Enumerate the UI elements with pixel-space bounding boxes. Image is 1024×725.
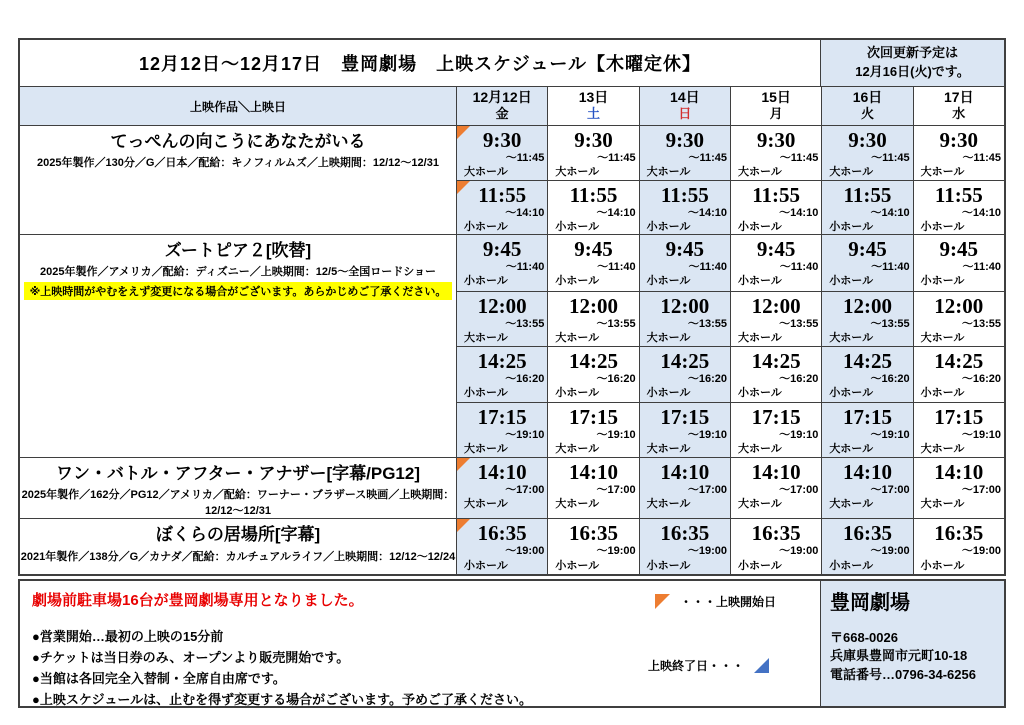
day-header-2 <box>639 87 730 125</box>
corner-label: 上映作品＼上映日 <box>20 87 456 125</box>
day-weekday: 金 <box>495 105 509 121</box>
showtime-cell <box>822 346 912 402</box>
column-header-row <box>20 86 1004 125</box>
hall-name: 小ホール <box>555 275 600 288</box>
day-date: 17日 <box>944 89 974 105</box>
start-time: 9:45 <box>756 237 796 261</box>
day-column-1 <box>547 126 638 234</box>
schedule-table <box>18 38 1006 576</box>
start-time: 9:45 <box>848 237 887 261</box>
showtime-cell <box>548 291 638 347</box>
day-weekday: 土 <box>586 105 600 121</box>
showtime-cell <box>914 235 1004 291</box>
parking-notice: 劇場前駐車場16台が豊岡劇場専用となりました。 <box>32 592 364 610</box>
hall-name: 大ホール <box>737 166 782 179</box>
start-time: 12:00 <box>842 293 892 318</box>
end-time: ～11:40 <box>688 261 727 274</box>
showtime-cell <box>548 180 638 234</box>
end-time: ～16:20 <box>779 373 819 386</box>
end-time: ～11:40 <box>505 261 545 274</box>
hall-name: 大ホール <box>464 166 508 179</box>
end-time: ～14:10 <box>961 207 1001 220</box>
start-time: 14:10 <box>477 460 527 484</box>
showtime-cell <box>914 458 1004 513</box>
start-time: 16:35 <box>568 521 618 546</box>
movie-row-0 <box>20 125 1004 234</box>
showtime-cell <box>914 126 1004 180</box>
end-time: ～19:10 <box>961 428 1001 441</box>
showtime-cell <box>822 180 912 234</box>
showtime-cell <box>822 291 912 347</box>
end-time: ～19:00 <box>961 545 1001 558</box>
end-time: ～17:00 <box>505 484 545 497</box>
movie-title: ぼくらの居場所[字幕] <box>155 525 321 545</box>
showtime-cell <box>731 180 821 234</box>
end-time: ～17:00 <box>596 484 636 497</box>
hall-name: 大ホール <box>920 331 965 344</box>
hall-name: 小ホール <box>829 559 874 572</box>
start-time: 14:10 <box>842 460 892 484</box>
hall-name: 大ホール <box>464 331 508 344</box>
showtime-cell <box>822 458 912 513</box>
start-time: 16:35 <box>751 521 801 546</box>
hall-name: 小ホール <box>646 387 691 400</box>
hall-name: 大ホール <box>737 442 782 455</box>
page-title: 12月12日～12月17日 豊岡劇場 上映スケジュール【木曜定休】 <box>138 54 701 74</box>
day-column-4 <box>821 519 912 574</box>
day-column-3 <box>730 126 821 234</box>
update-notice-line1: 次回更新予定は <box>866 45 958 61</box>
showtime-cell <box>640 180 730 234</box>
end-time: ～19:00 <box>779 545 819 558</box>
footer-notes-area <box>20 581 820 706</box>
showtime-cell <box>548 346 638 402</box>
showtime-cell <box>457 458 547 513</box>
movie-meta: 2025年製作／162分／PG12／アメリカ／配給：ワーナー・ブラザース映画／上映期間：12/12～12/31 <box>21 489 455 518</box>
end-time: ～19:00 <box>596 545 636 558</box>
day-column-0 <box>456 126 547 234</box>
hall-name: 小ホール <box>464 387 508 400</box>
day-header-4 <box>821 87 912 125</box>
start-time: 14:10 <box>568 460 618 484</box>
end-time: ～11:40 <box>597 261 636 274</box>
showtime-cell <box>548 519 638 574</box>
end-time: ～14:10 <box>505 207 545 220</box>
end-time: ～19:10 <box>687 428 727 441</box>
end-time: ～11:45 <box>962 152 1001 165</box>
day-column-4 <box>821 235 912 457</box>
showtime-cell <box>731 519 821 574</box>
end-time: ～14:10 <box>687 207 727 220</box>
start-time: 9:30 <box>665 128 705 152</box>
showtime-cell <box>822 402 912 458</box>
end-time: ～16:20 <box>505 373 545 386</box>
end-time: ～17:00 <box>961 484 1001 497</box>
showtime-cell <box>548 235 638 291</box>
hall-name: 小ホール <box>829 387 874 400</box>
start-date-triangle-icon <box>457 519 470 532</box>
end-time: ～17:00 <box>687 484 727 497</box>
day-column-5 <box>913 235 1004 457</box>
showtime-cell <box>822 126 912 180</box>
end-time: ～11:45 <box>688 152 727 165</box>
showtime-cell <box>822 519 912 574</box>
hall-name: 小ホール <box>555 387 600 400</box>
hall-name: 大ホール <box>555 166 600 179</box>
end-time: ～19:10 <box>779 428 819 441</box>
showtime-cell <box>731 458 821 513</box>
start-time: 9:45 <box>574 237 613 261</box>
showtime-cell <box>457 291 547 347</box>
end-time: ～11:40 <box>871 261 910 274</box>
showtime-cell <box>640 291 730 347</box>
movie-info <box>20 458 456 518</box>
start-time: 16:35 <box>477 521 527 546</box>
end-time: ～14:10 <box>596 207 636 220</box>
end-time: ～19:00 <box>687 545 727 558</box>
hall-name: 大ホール <box>555 331 600 344</box>
start-time: 14:10 <box>751 460 801 484</box>
hall-name: 大ホール <box>464 442 508 455</box>
hall-name: 大ホール <box>920 498 965 511</box>
hall-name: 小ホール <box>464 221 508 234</box>
hall-name: 小ホール <box>464 559 508 572</box>
start-time: 14:25 <box>842 349 892 373</box>
day-date: 14日 <box>670 89 700 105</box>
hall-name: 小ホール <box>464 275 508 288</box>
movie-row-1 <box>20 234 1004 457</box>
showtime-cell <box>640 235 730 291</box>
end-time: ～11:45 <box>871 152 910 165</box>
end-time: ～16:20 <box>961 373 1001 386</box>
showtime-cell <box>822 235 912 291</box>
theater-phone: 電話番号…0796-34-6256 <box>830 666 976 682</box>
showtime-cell <box>457 402 547 458</box>
end-time: ～14:10 <box>870 207 910 220</box>
movie-info <box>20 126 456 234</box>
hall-name: 大ホール <box>646 166 691 179</box>
start-time: 17:15 <box>660 404 710 429</box>
day-column-3 <box>730 235 821 457</box>
hall-name: 小ホール <box>829 221 874 234</box>
start-time: 17:15 <box>568 404 618 429</box>
end-time: ～13:55 <box>779 317 819 330</box>
legend-start-date <box>655 593 776 610</box>
start-time: 14:10 <box>934 460 984 484</box>
showtime-cell <box>731 402 821 458</box>
day-header-5 <box>913 87 1004 125</box>
legend-start-label: ・・・上映開始日 <box>680 595 777 610</box>
start-time: 9:30 <box>574 128 613 152</box>
hall-name: 小ホール <box>737 221 782 234</box>
start-time: 14:25 <box>934 349 984 373</box>
day-column-1 <box>547 235 638 457</box>
hall-name: 大ホール <box>829 331 874 344</box>
start-date-triangle-icon <box>457 458 470 471</box>
day-column-0 <box>456 519 547 574</box>
showtime-cell <box>914 346 1004 402</box>
start-time: 17:15 <box>477 404 527 429</box>
end-time: ～16:20 <box>596 373 636 386</box>
start-time: 11:55 <box>752 183 801 207</box>
day-column-5 <box>913 126 1004 234</box>
movie-info <box>20 519 456 574</box>
showtime-cell <box>731 235 821 291</box>
end-time: ～11:40 <box>779 261 819 274</box>
house-rule: ●上映スケジュールは、止むを得ず変更する場合がございます。予めご了承ください。 <box>32 691 533 707</box>
movie-meta: 2025年製作／アメリカ／配給：ディズニー／上映期間：12/5～全国ロードショー <box>39 266 436 279</box>
start-time: 14:25 <box>751 349 801 373</box>
start-time: 14:25 <box>568 349 618 373</box>
hall-name: 大ホール <box>829 442 874 455</box>
end-time: ～19:10 <box>596 428 636 441</box>
showtime-cell <box>640 126 730 180</box>
start-date-triangle-icon <box>655 594 670 609</box>
start-time: 14:10 <box>660 460 710 484</box>
hall-name: 小ホール <box>920 221 965 234</box>
day-column-4 <box>821 126 912 234</box>
end-time: ～16:20 <box>870 373 910 386</box>
hall-name: 大ホール <box>829 498 874 511</box>
start-time: 17:15 <box>934 404 984 429</box>
start-time: 9:30 <box>939 128 979 152</box>
day-column-5 <box>913 458 1004 518</box>
movie-row-2 <box>20 457 1004 518</box>
end-time: ～19:10 <box>870 428 910 441</box>
update-notice-line2: 12月16日(火)です。 <box>855 64 970 79</box>
hall-name: 小ホール <box>646 221 691 234</box>
end-time: ～13:55 <box>687 317 727 330</box>
showtime-cell <box>457 519 547 574</box>
end-time: ～17:00 <box>870 484 910 497</box>
hall-name: 小ホール <box>920 275 965 288</box>
footer-box <box>18 579 1006 708</box>
day-column-2 <box>639 126 730 234</box>
showtime-cell <box>457 126 547 180</box>
start-time: 9:30 <box>756 128 796 152</box>
end-time: ～19:00 <box>505 545 545 558</box>
hall-name: 小ホール <box>737 275 782 288</box>
theater-postal: 〒668-0026 <box>830 630 898 646</box>
showtime-cell <box>640 346 730 402</box>
start-time: 11:55 <box>660 183 709 207</box>
hall-name: 大ホール <box>464 498 508 511</box>
hall-name: 小ホール <box>646 275 691 288</box>
showtime-cell <box>457 346 547 402</box>
day-weekday: 水 <box>952 105 966 121</box>
end-time: ～11:45 <box>597 152 636 165</box>
start-time: 16:35 <box>842 521 892 546</box>
day-column-1 <box>547 458 638 518</box>
start-time: 14:25 <box>660 349 710 373</box>
movie-note: ※上映時間がやむをえず変更になる場合がございます。あらかじめご了承ください。 <box>24 282 452 300</box>
theater-address: 兵庫県豊岡市元町10-18 <box>830 648 968 664</box>
day-column-0 <box>456 235 547 457</box>
start-time: 14:25 <box>477 349 527 373</box>
start-time: 12:00 <box>660 293 710 318</box>
title-row <box>20 40 1004 86</box>
day-header-1 <box>547 87 638 125</box>
showtime-cell <box>914 519 1004 574</box>
start-time: 16:35 <box>934 521 984 546</box>
day-date: 16日 <box>852 89 883 105</box>
movie-info <box>20 235 456 457</box>
day-column-0 <box>456 458 547 518</box>
day-column-3 <box>730 519 821 574</box>
hall-name: 大ホール <box>646 331 691 344</box>
hall-name: 大ホール <box>555 442 600 455</box>
end-time: ～13:55 <box>961 317 1001 330</box>
start-time: 9:45 <box>482 237 522 261</box>
day-weekday: 月 <box>769 105 783 121</box>
start-time: 12:00 <box>934 293 984 318</box>
start-time: 11:55 <box>843 183 892 207</box>
hall-name: 小ホール <box>555 221 600 234</box>
legend-end-date <box>648 657 769 674</box>
hall-name: 大ホール <box>737 498 782 511</box>
day-column-4 <box>821 458 912 518</box>
update-notice <box>820 40 1004 86</box>
house-rule: ●営業開始…最初の上映の15分前 <box>32 629 224 645</box>
day-column-1 <box>547 519 638 574</box>
start-time: 9:45 <box>665 237 705 261</box>
schedule-sheet <box>18 38 1006 708</box>
start-time: 12:00 <box>568 293 618 318</box>
start-time: 17:15 <box>842 404 892 429</box>
day-header-3 <box>730 87 821 125</box>
start-date-triangle-icon <box>457 126 470 139</box>
showtime-cell <box>457 180 547 234</box>
showtime-cell <box>640 458 730 513</box>
showtime-cell <box>640 519 730 574</box>
movie-meta: 2021年製作／138分／G／カナダ／配給：カルチュアルライフ／上映期間：12/12～12/24 <box>20 550 456 563</box>
hall-name: 大ホール <box>555 498 600 511</box>
end-time: ～19:10 <box>505 428 545 441</box>
hall-name: 小ホール <box>555 559 600 572</box>
end-date-triangle-icon <box>754 658 769 673</box>
movie-blocks <box>20 125 1004 574</box>
start-time: 11:55 <box>569 183 618 207</box>
day-header-0 <box>456 87 547 125</box>
theater-contact <box>830 629 995 684</box>
start-time: 16:35 <box>660 521 710 546</box>
end-time: ～11:40 <box>962 261 1001 274</box>
day-date: 12月12日 <box>472 89 532 105</box>
start-time: 12:00 <box>477 293 527 318</box>
start-time: 12:00 <box>751 293 801 318</box>
hall-name: 小ホール <box>920 387 965 400</box>
theater-info <box>820 581 1004 706</box>
showtime-cell <box>548 402 638 458</box>
showtime-cell <box>548 458 638 513</box>
end-time: ～16:20 <box>687 373 727 386</box>
movie-meta: 2025年製作／130分／G／日本／配給：キノフィルムズ／上映期間：12/12～12/31 <box>37 157 439 170</box>
day-date: 15日 <box>761 89 791 105</box>
movie-title: てっぺんの向こうにあなたがいる <box>110 132 366 151</box>
hall-name: 小ホール <box>829 275 874 288</box>
start-time: 9:30 <box>482 128 522 152</box>
day-column-2 <box>639 235 730 457</box>
day-column-2 <box>639 458 730 518</box>
day-weekday: 日 <box>678 105 692 121</box>
theater-name: 豊岡劇場 <box>830 592 910 615</box>
day-date: 13日 <box>578 89 609 105</box>
start-time: 11:55 <box>934 183 983 207</box>
end-time: ～11:45 <box>505 152 545 165</box>
end-time: ～11:45 <box>779 152 819 165</box>
house-rule: ●当館は各回完全入替制・全席自由席です。 <box>32 670 286 686</box>
day-column-2 <box>639 519 730 574</box>
hall-name: 大ホール <box>920 166 965 179</box>
showtime-cell <box>640 402 730 458</box>
showtime-cell <box>731 346 821 402</box>
legend-end-label: 上映終了日・・・ <box>648 659 745 674</box>
end-time: ～17:00 <box>779 484 819 497</box>
showtime-cell <box>548 126 638 180</box>
day-weekday: 火 <box>860 105 874 121</box>
showtime-cell <box>457 235 547 291</box>
hall-name: 小ホール <box>737 559 782 572</box>
hall-name: 大ホール <box>646 498 691 511</box>
house-rule: ●チケットは当日券のみ、オープンより販売開始です。 <box>32 650 350 666</box>
hall-name: 大ホール <box>920 442 965 455</box>
hall-name: 大ホール <box>737 331 782 344</box>
start-time: 17:15 <box>751 404 801 429</box>
movie-title: ワン・バトル・アフター・アナザー[字幕/PG12] <box>56 464 420 483</box>
hall-name: 小ホール <box>920 559 965 572</box>
start-time: 9:30 <box>848 128 887 152</box>
hall-name: 小ホール <box>646 559 691 572</box>
hall-name: 小ホール <box>737 387 782 400</box>
end-time: ～13:55 <box>596 317 636 330</box>
showtime-cell <box>914 402 1004 458</box>
day-column-3 <box>730 458 821 518</box>
showtime-cell <box>914 291 1004 347</box>
movie-row-3 <box>20 518 1004 574</box>
showtime-cell <box>914 180 1004 234</box>
start-date-triangle-icon <box>457 181 470 194</box>
start-time: 11:55 <box>478 183 527 207</box>
day-column-5 <box>913 519 1004 574</box>
end-time: ～13:55 <box>870 317 910 330</box>
end-time: ～19:00 <box>870 545 910 558</box>
start-time: 9:45 <box>939 237 979 261</box>
hall-name: 大ホール <box>829 166 874 179</box>
movie-title: ズートピア２[吹替] <box>164 241 312 260</box>
showtime-cell <box>731 291 821 347</box>
showtime-cell <box>731 126 821 180</box>
end-time: ～14:10 <box>779 207 819 220</box>
end-time: ～13:55 <box>505 317 545 330</box>
hall-name: 大ホール <box>646 442 691 455</box>
